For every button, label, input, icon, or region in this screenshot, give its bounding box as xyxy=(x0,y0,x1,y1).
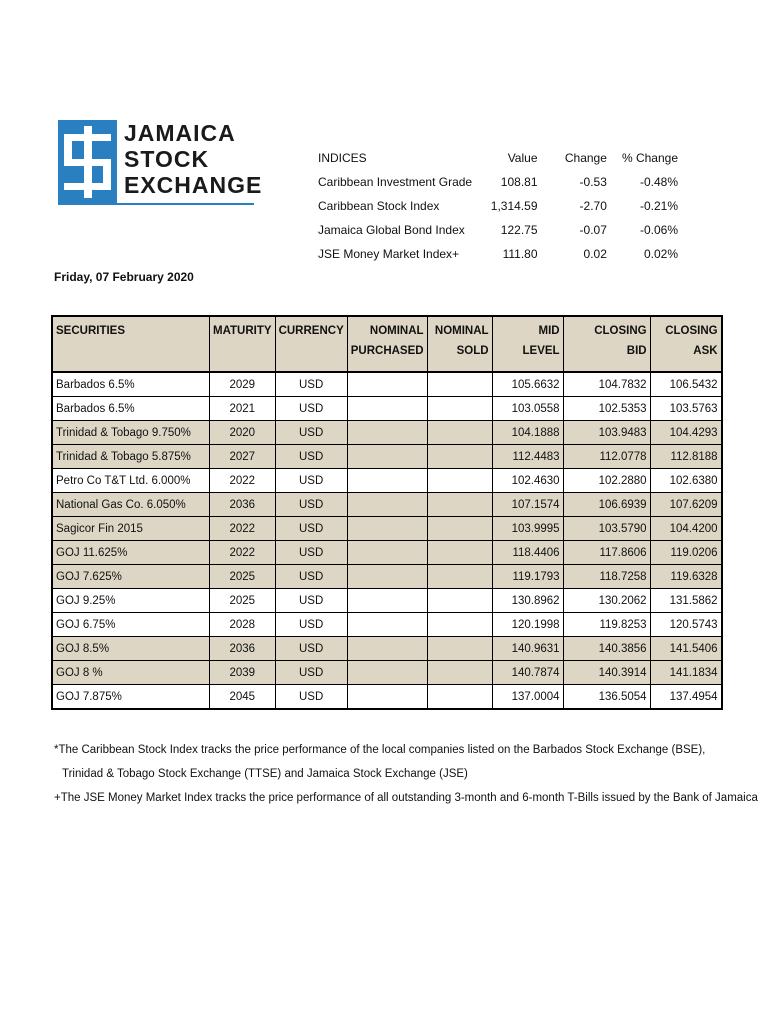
header-nominal-purchased xyxy=(347,316,427,372)
nominal-sold-cell xyxy=(427,372,492,397)
nominal-purchased-cell xyxy=(347,541,427,565)
mid-level-price: 112.4483 xyxy=(492,445,563,469)
currency-code: USD xyxy=(275,517,347,541)
mid-level-price: 137.0004 xyxy=(492,685,563,710)
closing-bid-price: 102.5353 xyxy=(563,397,650,421)
mid-level-price: 103.9995 xyxy=(492,517,563,541)
nominal-sold-cell xyxy=(427,541,492,565)
mid-level-price: 140.7874 xyxy=(492,661,563,685)
logo-line: JAMAICA xyxy=(124,120,236,146)
jse-logo-mark xyxy=(58,120,117,204)
currency-code: USD xyxy=(275,589,347,613)
nominal-purchased-cell xyxy=(347,421,427,445)
closing-ask-price: 102.6380 xyxy=(650,469,722,493)
index-pct-change: -0.48% xyxy=(639,175,678,189)
logo-line: EXCHANGE xyxy=(124,172,263,198)
closing-ask-price: 141.1834 xyxy=(650,661,722,685)
securities-table xyxy=(51,315,723,710)
nominal-sold-cell xyxy=(427,637,492,661)
index-pct-change: 0.02% xyxy=(643,247,678,261)
nominal-purchased-cell xyxy=(347,637,427,661)
jse-logo-text xyxy=(124,120,263,204)
header-line: PURCHASED xyxy=(350,345,424,357)
nominal-sold-cell xyxy=(427,517,492,541)
closing-ask-price: 120.5743 xyxy=(650,613,722,637)
closing-bid-price: 130.2062 xyxy=(563,589,650,613)
nominal-sold-cell xyxy=(427,421,492,445)
maturity-year: 2039 xyxy=(210,661,276,685)
mid-level-price: 140.9631 xyxy=(492,637,563,661)
security-name: Petro Co T&T Ltd. 6.000% xyxy=(52,469,210,493)
security-name: Barbados 6.5% xyxy=(52,372,210,397)
closing-bid-price: 104.7832 xyxy=(563,372,650,397)
maturity-year: 2025 xyxy=(210,589,276,613)
maturity-year: 2022 xyxy=(210,517,276,541)
currency-code: USD xyxy=(275,685,347,710)
index-row xyxy=(318,170,678,194)
index-name: Jamaica Global Bond Index xyxy=(318,223,465,237)
header-line: ASK xyxy=(693,345,718,357)
nominal-purchased-cell xyxy=(347,469,427,493)
security-name: GOJ 8 % xyxy=(52,661,210,685)
nominal-sold-cell xyxy=(427,685,492,710)
currency-code: USD xyxy=(275,469,347,493)
security-row xyxy=(52,469,722,493)
header-securities-label: SECURITIES xyxy=(56,325,126,337)
index-value: 122.75 xyxy=(500,223,538,237)
mid-level-price: 103.0558 xyxy=(492,397,563,421)
header-line: CLOSING xyxy=(665,325,718,337)
currency-code: USD xyxy=(275,493,347,517)
nominal-purchased-cell xyxy=(347,685,427,710)
maturity-year: 2045 xyxy=(210,685,276,710)
index-value: 1,314.59 xyxy=(490,199,538,213)
nominal-sold-cell xyxy=(427,469,492,493)
nominal-sold-cell xyxy=(427,397,492,421)
security-row xyxy=(52,445,722,469)
header-line: NOMINAL xyxy=(434,325,489,337)
mid-level-price: 102.4630 xyxy=(492,469,563,493)
security-name: Barbados 6.5% xyxy=(52,397,210,421)
closing-bid-price: 140.3914 xyxy=(563,661,650,685)
index-pct-change: -0.21% xyxy=(639,199,678,213)
security-row xyxy=(52,517,722,541)
index-change: -0.53 xyxy=(579,175,607,189)
nominal-sold-cell xyxy=(427,661,492,685)
header-closing-ask xyxy=(650,316,722,372)
logo-line: STOCK xyxy=(124,146,210,172)
report-date: Friday, 07 February 2020 xyxy=(54,270,194,284)
header-currency-label: CURRENCY xyxy=(278,325,344,337)
closing-ask-price: 119.0206 xyxy=(650,541,722,565)
indices-header-change: Change xyxy=(564,151,607,165)
security-row xyxy=(52,493,722,517)
currency-code: USD xyxy=(275,541,347,565)
indices-header-value: Value xyxy=(507,151,538,165)
mid-level-price: 119.1793 xyxy=(492,565,563,589)
indices-header-name: INDICES xyxy=(318,151,367,165)
nominal-purchased-cell xyxy=(347,589,427,613)
maturity-year: 2022 xyxy=(210,469,276,493)
header-securities xyxy=(52,316,210,372)
security-row xyxy=(52,613,722,637)
header-line: CLOSING xyxy=(594,325,647,337)
securities-table-body xyxy=(52,372,722,709)
security-row xyxy=(52,661,722,685)
closing-bid-price: 103.5790 xyxy=(563,517,650,541)
header-mid-level xyxy=(492,316,563,372)
security-row xyxy=(52,397,722,421)
index-row xyxy=(318,218,678,242)
closing-bid-price: 102.2880 xyxy=(563,469,650,493)
currency-code: USD xyxy=(275,421,347,445)
security-row xyxy=(52,421,722,445)
footnotes xyxy=(54,738,758,810)
nominal-purchased-cell xyxy=(347,493,427,517)
security-name: GOJ 6.75% xyxy=(52,613,210,637)
currency-code: USD xyxy=(275,565,347,589)
mid-level-price: 130.8962 xyxy=(492,589,563,613)
closing-ask-price: 106.5432 xyxy=(650,372,722,397)
security-row xyxy=(52,541,722,565)
index-name: Caribbean Investment Grade xyxy=(318,175,473,189)
maturity-year: 2021 xyxy=(210,397,276,421)
security-name: Trinidad & Tobago 5.875% xyxy=(52,445,210,469)
mid-level-price: 105.6632 xyxy=(492,372,563,397)
security-row xyxy=(52,372,722,397)
maturity-year: 2036 xyxy=(210,493,276,517)
closing-bid-price: 140.3856 xyxy=(563,637,650,661)
index-value: 108.81 xyxy=(500,175,538,189)
jse-logo xyxy=(58,120,263,204)
closing-bid-price: 119.8253 xyxy=(563,613,650,637)
nominal-purchased-cell xyxy=(347,372,427,397)
header-nominal-sold xyxy=(427,316,492,372)
indices-panel xyxy=(318,146,678,266)
index-row xyxy=(318,194,678,218)
security-name: GOJ 9.25% xyxy=(52,589,210,613)
closing-ask-price: 104.4293 xyxy=(650,421,722,445)
indices-header-pct-change: % Change xyxy=(621,151,678,165)
security-name: GOJ 7.625% xyxy=(52,565,210,589)
index-name: JSE Money Market Index+ xyxy=(318,247,460,261)
currency-code: USD xyxy=(275,445,347,469)
nominal-purchased-cell xyxy=(347,661,427,685)
closing-bid-price: 136.5054 xyxy=(563,685,650,710)
footnote-caribbean-index: *The Caribbean Stock Index tracks the price performance of the local companies listed on the Barbados Stock Exchange (BSE), xyxy=(54,744,706,756)
closing-bid-price: 106.6939 xyxy=(563,493,650,517)
index-change: -2.70 xyxy=(579,199,607,213)
nominal-purchased-cell xyxy=(347,517,427,541)
header-line: BID xyxy=(626,345,647,357)
closing-bid-price: 112.0778 xyxy=(563,445,650,469)
closing-ask-price: 107.6209 xyxy=(650,493,722,517)
maturity-year: 2022 xyxy=(210,541,276,565)
security-name: Sagicor Fin 2015 xyxy=(52,517,210,541)
security-row xyxy=(52,565,722,589)
closing-bid-price: 118.7258 xyxy=(563,565,650,589)
mid-level-price: 104.1888 xyxy=(492,421,563,445)
nominal-purchased-cell xyxy=(347,565,427,589)
security-name: GOJ 11.625% xyxy=(52,541,210,565)
index-pct-change: -0.06% xyxy=(639,223,678,237)
closing-ask-price: 112.8188 xyxy=(650,445,722,469)
closing-bid-price: 103.9483 xyxy=(563,421,650,445)
maturity-year: 2028 xyxy=(210,613,276,637)
currency-code: USD xyxy=(275,372,347,397)
securities-table-wrapper xyxy=(51,315,723,710)
index-row xyxy=(318,242,678,266)
nominal-sold-cell xyxy=(427,589,492,613)
mid-level-price: 120.1998 xyxy=(492,613,563,637)
header-line: SOLD xyxy=(456,345,489,357)
header-currency xyxy=(275,316,347,372)
header-line: LEVEL xyxy=(522,345,560,357)
maturity-year: 2029 xyxy=(210,372,276,397)
currency-code: USD xyxy=(275,661,347,685)
security-name: Trinidad & Tobago 9.750% xyxy=(52,421,210,445)
security-row xyxy=(52,589,722,613)
mid-level-price: 118.4406 xyxy=(492,541,563,565)
closing-ask-price: 141.5406 xyxy=(650,637,722,661)
securities-header-row xyxy=(52,316,722,372)
closing-bid-price: 117.8606 xyxy=(563,541,650,565)
security-row xyxy=(52,685,722,710)
maturity-year: 2020 xyxy=(210,421,276,445)
security-row xyxy=(52,637,722,661)
index-value: 111.80 xyxy=(502,247,538,261)
currency-code: USD xyxy=(275,397,347,421)
nominal-purchased-cell xyxy=(347,445,427,469)
indices-header-row xyxy=(318,146,678,170)
nominal-purchased-cell xyxy=(347,613,427,637)
nominal-purchased-cell xyxy=(347,397,427,421)
closing-ask-price: 119.6328 xyxy=(650,565,722,589)
index-change: -0.07 xyxy=(579,223,607,237)
security-name: GOJ 7.875% xyxy=(52,685,210,710)
index-name: Caribbean Stock Index xyxy=(318,199,440,213)
logo-underline xyxy=(58,203,254,205)
closing-ask-price: 104.4200 xyxy=(650,517,722,541)
footnote-caribbean-index-continued: Trinidad & Tobago Stock Exchange (TTSE) and Jamaica Stock Exchange (JSE) xyxy=(62,768,468,780)
currency-code: USD xyxy=(275,637,347,661)
header-closing-bid xyxy=(563,316,650,372)
header-line: NOMINAL xyxy=(369,325,424,337)
header-maturity-label: MATURITY xyxy=(213,325,272,337)
mid-level-price: 107.1574 xyxy=(492,493,563,517)
nominal-sold-cell xyxy=(427,493,492,517)
nominal-sold-cell xyxy=(427,613,492,637)
header-maturity xyxy=(210,316,276,372)
closing-ask-price: 131.5862 xyxy=(650,589,722,613)
maturity-year: 2036 xyxy=(210,637,276,661)
maturity-year: 2025 xyxy=(210,565,276,589)
nominal-sold-cell xyxy=(427,565,492,589)
footnote-money-market-index: +The JSE Money Market Index tracks the price performance of all outstanding 3-month and 6-month T-Bills issued by the Bank of Jamaica xyxy=(54,792,758,804)
indices-table xyxy=(318,146,678,266)
closing-ask-price: 137.4954 xyxy=(650,685,722,710)
currency-code: USD xyxy=(275,613,347,637)
security-name: National Gas Co. 6.050% xyxy=(52,493,210,517)
security-name: GOJ 8.5% xyxy=(52,637,210,661)
maturity-year: 2027 xyxy=(210,445,276,469)
nominal-sold-cell xyxy=(427,445,492,469)
closing-ask-price: 103.5763 xyxy=(650,397,722,421)
index-change: 0.02 xyxy=(583,247,607,261)
header-line: MID xyxy=(538,325,560,337)
